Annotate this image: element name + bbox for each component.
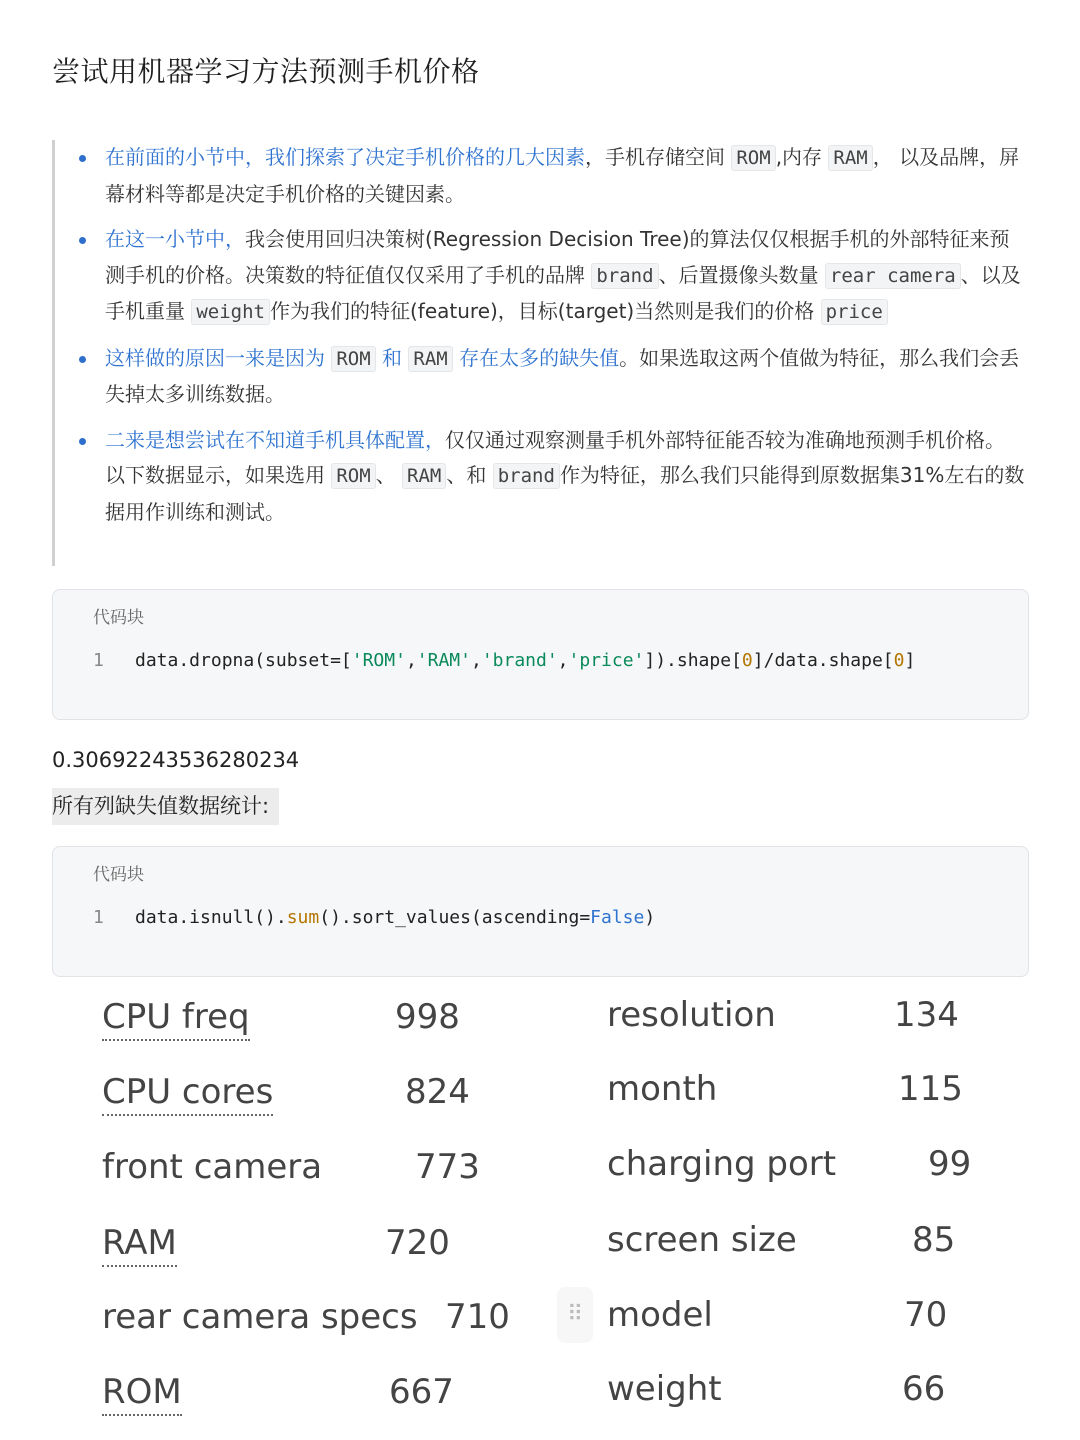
code-block-isnull[interactable] — [52, 846, 1029, 977]
code-output-value: 0.30692243536280234 — [52, 748, 300, 772]
highlight-text: 在前面的小节中，我们探索了决定手机价格的几大因素 — [105, 145, 585, 169]
stat-count: 70 — [904, 1295, 948, 1335]
bullet-list — [55, 140, 1032, 530]
body-text: 仅仅通过观察测量手机外部特征能否较为准确地预测手机价格。 以下数据显示，如果选用 — [105, 427, 1005, 487]
page-title: 尝试用机器学习方法预测手机价格 — [52, 55, 480, 88]
stat-name: screen size — [607, 1220, 797, 1260]
body-text: 、和 — [446, 463, 487, 487]
body-text: 作为特征，那么我们只能得到原数据集31%左右的数据用作训练和测试。 — [105, 463, 1025, 524]
stat-count: 99 — [928, 1144, 972, 1184]
inline-code: brand — [493, 463, 560, 489]
stat-name: CPU freq — [102, 997, 250, 1041]
code-string: 'price' — [568, 650, 645, 671]
stat-name: weight — [607, 1369, 722, 1409]
highlight-text: 这样做的原因一来是因为 — [105, 345, 325, 370]
highlight-text: 和 — [382, 345, 403, 370]
highlight-text: 存在太多的缺失值 — [459, 345, 620, 370]
stat-name: resolution — [607, 995, 776, 1035]
stat-row — [607, 1367, 946, 1411]
inline-code: RAM — [402, 463, 446, 489]
stat-count: 710 — [445, 1297, 510, 1337]
stat-count: 66 — [902, 1369, 946, 1409]
stat-row — [607, 1293, 948, 1337]
bullet-item-3 — [105, 341, 1032, 413]
stat-name: front camera — [102, 1147, 323, 1187]
stat-count: 667 — [389, 1372, 454, 1412]
code-line — [93, 648, 915, 674]
code-string: 'ROM' — [351, 650, 406, 671]
code-block-label: 代码块 — [93, 608, 144, 628]
stat-name: RAM — [102, 1223, 177, 1267]
body-text: 、以及手机重量 — [105, 262, 1021, 323]
code-token: ) — [644, 907, 656, 928]
body-text: ,内存 — [775, 145, 823, 169]
code-token: data.isnull(). — [135, 907, 287, 928]
inline-code: ROM — [331, 463, 375, 489]
inline-code: rear camera — [825, 263, 961, 289]
body-text: 我会使用回归决策树(Regression Decision Tree)的算法仅仅根据手机的外部特征来预测手机的价格。决策数的特征值仅仅采用了手机的品牌 — [105, 227, 1010, 287]
code-keyword: False — [590, 907, 645, 928]
section-subheading: 所有列缺失值数据统计: — [52, 788, 279, 825]
code-token: ().sort_values(ascending= — [319, 907, 591, 928]
body-text: 、后置摄像头数量 — [658, 262, 819, 287]
stat-row — [102, 995, 460, 1039]
stat-row — [607, 1218, 956, 1262]
stat-count: 998 — [395, 997, 460, 1037]
inline-code: weight — [191, 299, 270, 325]
code-string: 'RAM' — [416, 650, 471, 671]
highlight-text: 二来是想尝试在不知道手机具体配置， — [105, 427, 445, 452]
stat-row — [102, 1221, 450, 1265]
bullet-item-4 — [105, 423, 1032, 531]
code-function: sum — [286, 907, 320, 928]
code-token: , — [405, 650, 417, 671]
stat-row — [607, 993, 959, 1037]
inline-code: RAM — [828, 145, 872, 171]
missing-values-image — [52, 985, 1029, 1430]
body-text: ，手机存储空间 — [585, 145, 725, 169]
drag-handle-icon[interactable]: ⠿ — [557, 1287, 593, 1343]
code-token: data.dropna(subset=[ — [135, 650, 352, 671]
stat-row — [102, 1295, 510, 1339]
code-token: ] — [904, 650, 916, 671]
body-text: 作为我们的特征(feature)，目标(target)当然则是我们的价格 — [270, 299, 815, 323]
stat-name: month — [607, 1069, 718, 1109]
stat-count: 115 — [898, 1069, 963, 1109]
code-token: , — [557, 650, 569, 671]
code-token: , — [470, 650, 482, 671]
code-line — [93, 905, 655, 931]
highlight-text: 在这一小节中， — [105, 227, 245, 251]
inline-code: brand — [591, 263, 658, 289]
bullet-item-2 — [105, 222, 1032, 331]
inline-code: ROM — [331, 346, 375, 372]
body-text: 、 — [375, 463, 396, 487]
body-text: 。如果选取这两个值做为特征，那么我们会丢失掉太多训练数据。 — [105, 345, 1020, 406]
line-number: 1 — [93, 907, 104, 928]
stat-name: model — [607, 1295, 713, 1335]
stat-count: 720 — [385, 1223, 450, 1263]
stat-row — [607, 1142, 972, 1186]
code-block-dropna[interactable] — [52, 589, 1029, 720]
inline-code: ROM — [731, 145, 775, 171]
code-block-label: 代码块 — [93, 865, 144, 885]
code-token: ]/data.shape[ — [752, 650, 894, 671]
code-number: 0 — [893, 650, 905, 671]
stat-row — [607, 1067, 963, 1111]
stat-name: CPU cores — [102, 1072, 273, 1116]
stat-row — [102, 1145, 480, 1189]
stat-count: 824 — [405, 1072, 470, 1112]
line-number: 1 — [93, 650, 104, 671]
stat-name: ROM — [102, 1372, 182, 1416]
bullet-item-1 — [105, 140, 1032, 212]
code-token: ]).shape[ — [644, 650, 742, 671]
bullet-quote-block — [52, 140, 1032, 566]
stat-count: 134 — [894, 995, 959, 1035]
stat-count: 85 — [912, 1220, 956, 1260]
stat-name: rear camera specs — [102, 1297, 418, 1337]
stat-row — [102, 1370, 454, 1414]
stat-count: 773 — [415, 1147, 480, 1187]
inline-code: RAM — [408, 346, 452, 372]
stat-row — [102, 1070, 470, 1114]
code-number: 0 — [741, 650, 753, 671]
stat-name: charging port — [607, 1144, 837, 1184]
inline-code: price — [821, 299, 888, 325]
body-text: ， 以及品牌，屏幕材料等都是决定手机价格的关键因素。 — [105, 145, 1020, 206]
code-string: 'brand' — [481, 650, 558, 671]
